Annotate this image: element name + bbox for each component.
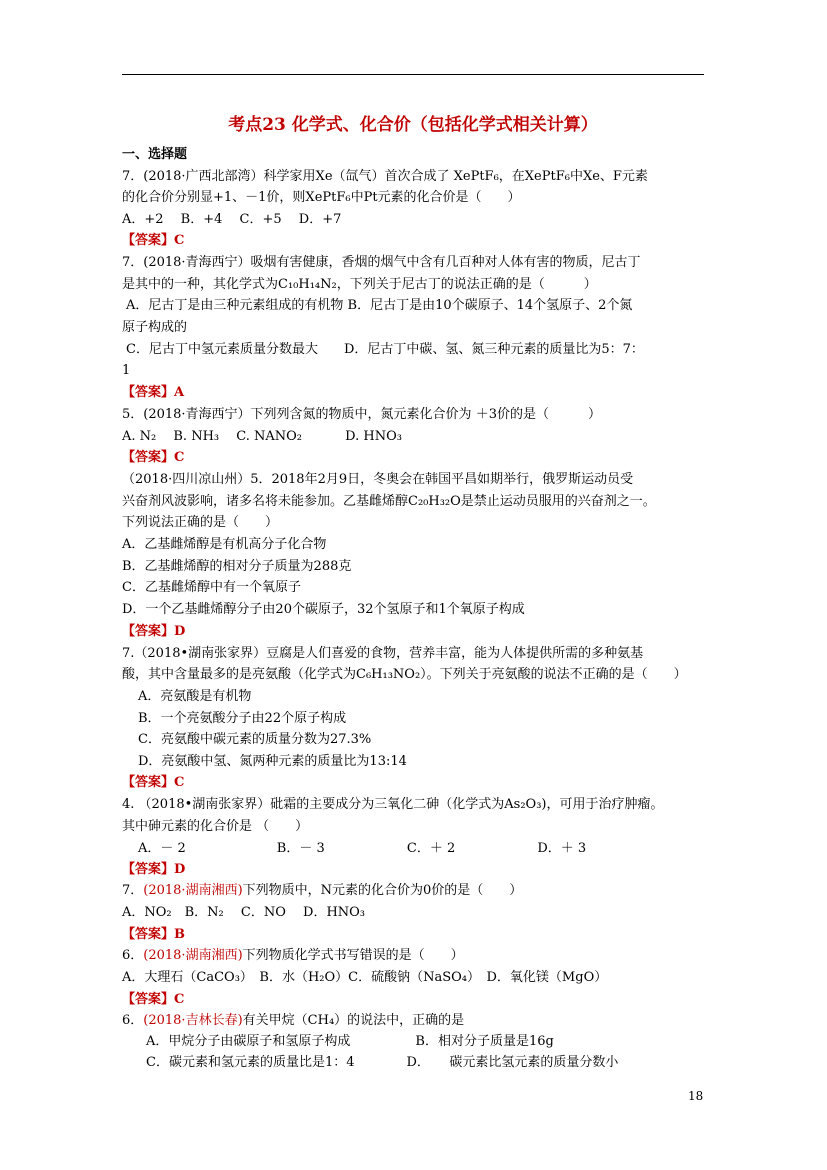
option-ab: A．甲烷分子由碳原子和氢原子构成 B．相对分子质量是16g: [146, 1034, 554, 1049]
answer: [122, 233, 184, 249]
answer-label: 【答案】: [122, 385, 175, 400]
option-d-cont: 1: [122, 363, 131, 378]
answer: [122, 450, 184, 466]
question-source: (2018·湖南湘西): [143, 883, 243, 898]
option-a: A．亮氨酸是有机物: [138, 689, 252, 704]
answer: [122, 992, 184, 1008]
option-c: C．乙基雌烯醇中有一个氧原子: [122, 580, 301, 595]
question-text: 是其中的一种，其化学式为C₁₀H₁₄N₂，下列关于尼古丁的说法正确的是（ ）: [122, 277, 597, 292]
answer-label: 【答案】: [122, 927, 175, 942]
question-text: 4. （2018•湖南张家界）砒霜的主要成分为三氧化二砷（化学式为As₂O₃)，可用于治疗肿瘤。: [122, 797, 664, 812]
option-c: C．尼古丁中氢元素质量分数最大 D．尼古丁中碳、氢、氮三种元素的质量比为5：7：: [126, 342, 644, 357]
question-text: 7．(2018·青海西宁）吸烟有害健康，香烟的烟气中含有几百种对人体有害的物质，尼古丁: [122, 255, 641, 270]
answer-value: C: [174, 450, 185, 465]
answer-value: D: [174, 862, 186, 877]
question-source: (2018·湖南湘西): [143, 948, 243, 963]
section-heading: 一、选择题: [122, 147, 188, 162]
option-d: D．亮氨酸中氢、氮两种元素的质量比为13:14: [138, 754, 407, 769]
question-text: 酸，其中含量最多的是亮氨酸（化学式为C₆H₁₃NO₂）。下列关于亮氨酸的说法不正确的是（ ）: [122, 667, 687, 682]
question-text: 7.（2018•湖南张家界）豆腐是人们喜爱的食物，营养丰富，能为人体提供所需的多种氨基: [122, 646, 644, 661]
answer-label: 【答案】: [122, 450, 175, 465]
answer-value: C: [174, 775, 185, 790]
question-options: A．+2 B．+4 C．+5 D．+7: [122, 212, 342, 227]
question-text: [122, 948, 464, 964]
answer-value: B: [174, 927, 186, 942]
question-text: [122, 883, 522, 899]
question-number: 7．: [122, 883, 144, 898]
question-text: 5．(2018·青海西宁）下列列含氮的物质中，氮元素化合价为 ＋3价的是（ ）: [122, 407, 601, 422]
answer-label: 【答案】: [122, 992, 175, 1007]
option-d: D．一个乙基雌烯醇分子由20个碳原子，32个氢原子和1个氧原子构成: [122, 602, 525, 617]
question-options: A. N₂ B. NH₃ C. NANO₂ D. HNO₃: [122, 429, 402, 444]
answer: [122, 775, 184, 791]
question-text: 的化合价分别显+1、－1价，则XePtF₆中Pt元素的化合价是（ ）: [122, 190, 521, 205]
answer-value: A: [174, 385, 185, 400]
question-options: A．NO₂ B．N₂ C．NO D．HNO₃: [122, 905, 366, 920]
option-a-cont: 原子构成的: [122, 320, 188, 335]
answer: [122, 624, 185, 640]
answer-value: D: [174, 624, 186, 639]
answer-label: 【答案】: [122, 862, 175, 877]
option-b: B．一个亮氨酸分子由22个原子构成: [138, 711, 347, 726]
answer: [122, 862, 185, 878]
question-number: 6．: [122, 1013, 144, 1028]
question-text: 下列说法正确的是（ ）: [122, 515, 279, 530]
question-text: （2018·四川凉山州）5．2018年2月9日，冬奥会在韩国平昌如期举行，俄罗斯运动员受: [122, 472, 634, 487]
question-text: 7．(2018·广西北部湾）科学家用Xe（氙气）首次合成了 XePtF₆，在XePtF₆中Xe、F元素: [122, 169, 648, 184]
question-text: 兴奋剂风波影响，诸多名将未能参加。乙基雌烯醇C₂₀H₃₂O是禁止运动员服用的兴奋剂之一。: [122, 494, 656, 509]
answer: [122, 385, 184, 401]
page-title: 考点23 化学式、化合价（包括化学式相关计算）: [228, 115, 598, 135]
question-stem: 下列物质中，N元素的化合价为0价的是（ ）: [242, 883, 523, 898]
option-c: C．亮氨酸中碳元素的质量分数为27.3%: [138, 732, 372, 747]
question-source: (2018·吉林长春): [143, 1013, 243, 1028]
question-options: A．－ 2 B．－ 3 C．＋ 2 D．＋ 3: [138, 841, 587, 856]
option-a: A．乙基雌烯醇是有机高分子化合物: [122, 537, 327, 552]
question-stem: 有关甲烷（CH₄）的说法中，正确的是: [242, 1013, 465, 1028]
option-a: A．尼古丁是由三种元素组成的有机物 B．尼古丁是由10个碳原子、14个氢原子、2个氮: [126, 298, 633, 313]
question-number: 6．: [122, 948, 144, 963]
answer-value: C: [174, 233, 185, 248]
answer-label: 【答案】: [122, 624, 175, 639]
page-number: 18: [688, 1089, 704, 1103]
question-options: A．大理石（CaCO₃） B．水（H₂O）C．硫酸钠（NaSO₄） D．氧化镁（MgO）: [122, 970, 608, 985]
answer: [122, 927, 185, 943]
answer-label: 【答案】: [122, 233, 175, 248]
header-rule: [122, 74, 704, 75]
question-text: 其中砷元素的化合价是 （ ）: [122, 819, 309, 834]
question-text: [122, 1013, 464, 1029]
answer-label: 【答案】: [122, 775, 175, 790]
option-b: B．乙基雌烯醇的相对分子质量为288克: [122, 559, 352, 574]
answer-value: C: [174, 992, 185, 1007]
option-cd: C．碳元素和氢元素的质量比是1：4 D． 碳元素比氢元素的质量分数小: [146, 1055, 619, 1070]
question-stem: 下列物质化学式书写错误的是（ ）: [242, 948, 464, 963]
